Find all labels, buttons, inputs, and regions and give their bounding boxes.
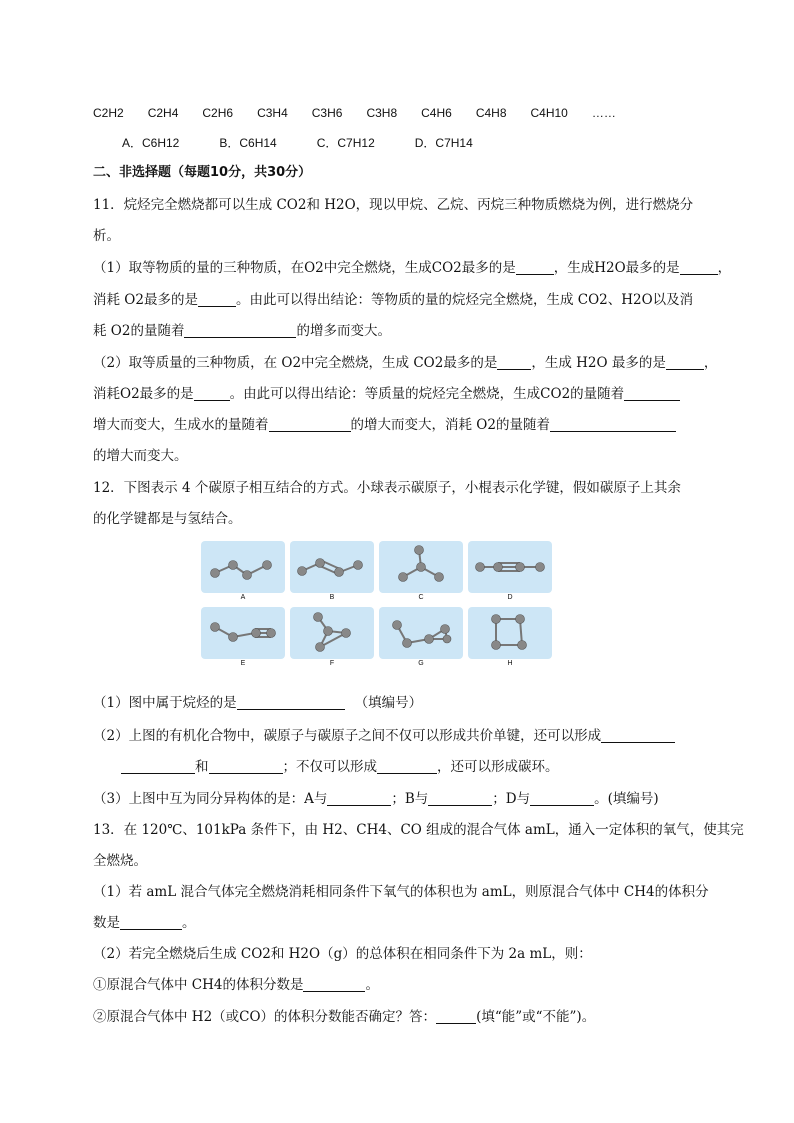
figure-label: B: [329, 594, 335, 601]
q12-part3: [93, 790, 659, 808]
text: （2）上图的有机化合物中，碳原子与碳原子之间不仅可以形成共价单键，还可以形成: [93, 728, 602, 744]
text: ，: [717, 260, 732, 276]
model-b: [290, 541, 374, 593]
text: （填编号）: [354, 695, 423, 711]
q13-part1-line2: [93, 914, 196, 932]
text: (填“能”或“不能”)。: [476, 1009, 596, 1025]
q12-part1: [93, 694, 422, 712]
text: 的增大而变大，消耗 O2的量随着: [350, 417, 550, 433]
q12-stem-line2: 的化学键都是与氢结合。: [93, 511, 242, 527]
text: ，还可以形成碳环。: [437, 759, 559, 775]
text: 的增多而变大。: [296, 323, 391, 339]
q13-stem-line1: 13．在 120℃、101kPa 条件下，由 H2、CH4、CO 组成的混合气体 amL，通入一定体积的氧气，使其完: [93, 822, 744, 838]
formula-item: C3H4: [257, 106, 288, 120]
q13-part1-line1: （1）若 amL 混合气体完全燃烧消耗相同条件下氧气的体积也为 amL，则原混合气体中 CH4的体积分: [93, 884, 709, 900]
text: 。: [182, 915, 196, 931]
q12-part2-line2: [121, 758, 559, 776]
q11-part1-line1: [93, 259, 731, 277]
text: ，: [703, 355, 718, 371]
text: 耗 O2的量随着: [93, 323, 185, 339]
ball-stick-model-g-icon: [379, 607, 463, 659]
text: 。: [365, 977, 379, 993]
text: ；D与: [492, 791, 531, 807]
model-h: [468, 607, 552, 659]
text: 。由此可以得出结论：等质量的烷烃完全燃烧，生成CO2的量随着: [229, 386, 625, 402]
text: 消耗O2最多的是: [93, 386, 194, 402]
formula-item: C3H6: [311, 106, 343, 120]
model-g: [379, 607, 463, 659]
answer-blank[interactable]: [680, 260, 718, 275]
figure-label: C: [418, 594, 424, 601]
answer-blank[interactable]: [377, 759, 437, 774]
q13-part2-sub1: [93, 976, 379, 994]
q11-stem-line1: 11．烷烃完全燃烧都可以生成 CO2和 H2O，现以甲烷、乙烷、丙烷三种物质燃烧为例，进行燃烧分: [93, 197, 694, 213]
model-c: [379, 541, 463, 593]
q12-part2-line1: [93, 727, 675, 745]
formula-item: ……: [591, 106, 616, 120]
answer-blank[interactable]: [121, 759, 195, 774]
q11-part2-line1: [93, 354, 717, 372]
q11-part1-line3: [93, 322, 391, 340]
model-e: [201, 607, 285, 659]
answer-blank[interactable]: [194, 386, 230, 401]
carbon-skeleton-figure: [201, 541, 553, 665]
q12-stem-line1: 12．下图表示 4 个碳原子相互结合的方式。小球表示碳原子，小棍表示化学键，假如碳原子上其余: [93, 480, 681, 496]
ball-stick-model-h-icon: [468, 607, 552, 659]
text: ；B与: [391, 791, 429, 807]
answer-blank[interactable]: [198, 292, 236, 307]
text: （1）取等物质的量的三种物质，在O2中完全燃烧，生成CO2最多的是: [93, 260, 516, 276]
answer-blank[interactable]: [497, 355, 531, 370]
ball-stick-model-d-icon: [468, 541, 552, 593]
answer-blank[interactable]: [184, 323, 296, 338]
answer-blank[interactable]: [120, 915, 182, 930]
text: ，生成 H2O 最多的是: [531, 355, 666, 371]
ball-stick-model-e-icon: [201, 607, 285, 659]
answer-blank[interactable]: [428, 791, 492, 806]
ball-stick-model-c-icon: [379, 541, 463, 593]
formula-item: C2H4: [147, 106, 179, 120]
q13-stem-line2: 全燃烧。: [93, 853, 147, 869]
option-d: D．C7H14: [414, 136, 473, 150]
text: ；不仅可以形成: [282, 759, 377, 775]
text: 增大而变大，生成水的量随着: [93, 417, 269, 433]
answer-blank[interactable]: [624, 386, 680, 401]
formula-item: C3H8: [366, 106, 398, 120]
answer-blank[interactable]: [666, 355, 704, 370]
answer-blank[interactable]: [237, 695, 345, 710]
q11-part2-line3: [93, 416, 676, 434]
model-a: [201, 541, 285, 593]
text: 。由此可以得出结论：等物质的量的烷烃完全燃烧，生成 CO2、H2O以及消: [235, 292, 694, 308]
formula-sequence: [93, 104, 640, 122]
option-a: A．C6H12: [122, 136, 180, 150]
model-f: [290, 607, 374, 659]
text: （2）取等质量的三种物质，在 O2中完全燃烧，生成 CO2最多的是: [93, 355, 498, 371]
answer-blank[interactable]: [601, 728, 675, 743]
text: （1）图中属于烷烃的是: [93, 695, 237, 711]
answer-blank[interactable]: [303, 977, 365, 992]
answer-blank[interactable]: [550, 417, 676, 432]
answer-blank[interactable]: [327, 791, 391, 806]
figure-label: G: [418, 660, 424, 667]
figure-label: A: [240, 594, 246, 601]
answer-blank[interactable]: [530, 791, 594, 806]
answer-options: [122, 134, 513, 152]
formula-item: C4H6: [421, 106, 452, 120]
formula-item: C4H8: [475, 106, 507, 120]
answer-blank[interactable]: [269, 417, 351, 432]
text: （3）上图中互为同分异构体的是：A与: [93, 791, 328, 807]
option-c: C．C7H12: [316, 136, 375, 150]
text: 。(填编号): [594, 791, 659, 807]
text: ，生成H2O最多的是: [553, 260, 680, 276]
answer-blank[interactable]: [516, 260, 554, 275]
text: 数是: [93, 915, 120, 931]
q11-part2-line4: 的增大而变大。: [93, 448, 188, 464]
text: 消耗 O2最多的是: [93, 292, 198, 308]
formula-item: C2H2: [93, 106, 124, 120]
q13-part2-sub2: [93, 1008, 595, 1026]
figure-label: D: [507, 594, 513, 601]
section-title: 二、非选择题（每题10分，共30分）: [93, 165, 312, 180]
model-d: [468, 541, 552, 593]
figure-label: F: [329, 660, 335, 667]
ball-stick-model-a-icon: [201, 541, 285, 593]
ball-stick-model-f-icon: [290, 607, 374, 659]
answer-blank[interactable]: [209, 759, 283, 774]
q11-part2-line2: [93, 385, 680, 403]
formula-item: C4H10: [530, 106, 568, 120]
text: 和: [195, 759, 209, 775]
figure-label: E: [240, 660, 246, 667]
q11-stem-line2: 析。: [93, 228, 120, 244]
q11-part1-line2: [93, 291, 693, 309]
option-b: B．C6H14: [219, 136, 277, 150]
q13-part2: （2）若完全燃烧后生成 CO2和 H2O（g）的总体积在相同条件下为 2a mL，则：: [93, 946, 592, 962]
formula-item: C2H6: [202, 106, 234, 120]
text: ②原混合气体中 H2（或CO）的体积分数能否确定？答：: [93, 1009, 437, 1025]
figure-label: H: [507, 660, 513, 667]
ball-stick-model-b-icon: [290, 541, 374, 593]
answer-blank[interactable]: [436, 1009, 476, 1024]
text: ①原混合气体中 CH4的体积分数是: [93, 977, 304, 993]
